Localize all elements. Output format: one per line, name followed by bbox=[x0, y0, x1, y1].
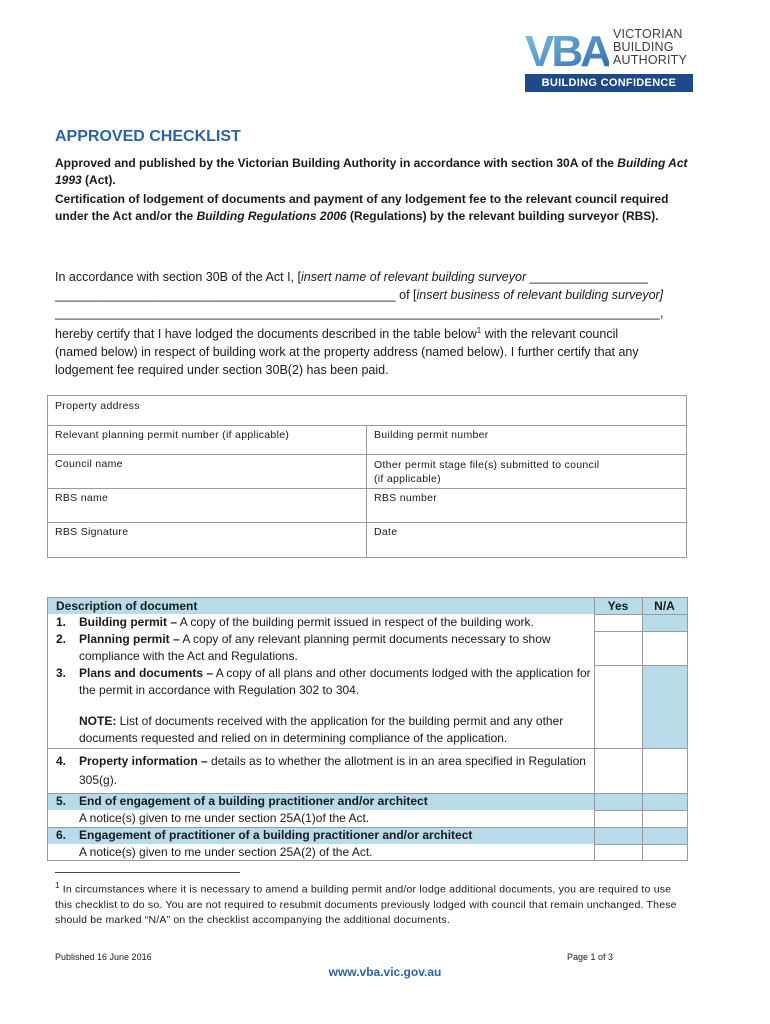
checklist-item-property-info: 4. Property information – details as to whether the allotment is in an area specified in Regulation 305(g). bbox=[56, 754, 586, 787]
footnote-ref: 1 bbox=[476, 326, 482, 335]
item5-na-checkbox[interactable] bbox=[642, 810, 687, 827]
checklist-item-engagement: 6. Engagement of practitioner of a building practitioner and/or architect A notice(s) given to me under section 25A(2) of the Act. bbox=[56, 828, 473, 859]
item2-yes-checkbox[interactable] bbox=[594, 631, 642, 665]
footnote: $^1$ In circumstances where it is necessary to amend a building permit and/or lodge additional documents, you are required to use this checklist to do so. You are not required to resubmit documents previously lodged with council that remain unchanged. These should be marked “N/A” on the checklist accompanying the additional documents. bbox=[55, 881, 677, 926]
surveyor-name-blank-2[interactable]: _________________________________________________ of [ bbox=[55, 288, 417, 302]
footnote-divider bbox=[55, 872, 240, 873]
logo-words bbox=[613, 28, 687, 67]
council-name-field[interactable]: Council name bbox=[55, 458, 123, 470]
item6-na-checkbox[interactable] bbox=[642, 844, 687, 860]
logo-word-3: AUTHORITY bbox=[613, 53, 688, 67]
page-title: APPROVED CHECKLIST bbox=[55, 128, 241, 145]
item4-yes-checkbox[interactable] bbox=[594, 748, 642, 793]
signature-row bbox=[48, 522, 686, 557]
certification-statement: Certification of lodgement of documents and payment of any lodgement fee to the relevant council required under the Act and/or the Building Regulations 2006 (Regulations) by the relevant building surveyor (RBS). bbox=[55, 192, 669, 223]
property-address-field[interactable]: Property address bbox=[48, 396, 686, 426]
item1-yes-checkbox[interactable] bbox=[594, 614, 642, 631]
item3-na-shaded bbox=[642, 665, 687, 748]
item3-yes-checkbox[interactable] bbox=[594, 665, 642, 748]
website-link[interactable]: www.vba.vic.gov.au bbox=[328, 965, 442, 979]
rbs-number-field[interactable]: RBS number bbox=[374, 492, 438, 504]
checklist-item-end-engagement: 5. End of engagement of a building practitioner and/or architect A notice(s) given to me under section 25A(1)of the Act. bbox=[56, 794, 428, 825]
checklist-item-planning-permit: 2. Planning permit – A copy of any relevant planning permit documents necessary to show compliance with the Act and Regulations. bbox=[56, 632, 551, 663]
item4-na-checkbox[interactable] bbox=[642, 748, 687, 793]
item6-yes-checkbox[interactable] bbox=[594, 844, 642, 860]
rbs-name-field[interactable]: RBS name bbox=[55, 492, 109, 504]
logo-tagline: BUILDING CONFIDENCE bbox=[525, 74, 693, 92]
property-info-table bbox=[47, 395, 687, 558]
published-date: Published 16 June 2016 bbox=[55, 952, 152, 962]
yes-column-header: Yes bbox=[607, 599, 629, 613]
approval-statement: Approved and published by the Victorian Building Authority in accordance with section 30A of the Building Act 1993 (Act). bbox=[55, 156, 688, 187]
building-permit-field[interactable]: Building permit number bbox=[374, 429, 489, 441]
item5-yes-checkbox[interactable] bbox=[594, 810, 642, 827]
item1-na-shaded bbox=[642, 614, 687, 631]
logo-word-1: VICTORIAN bbox=[613, 27, 683, 41]
na-column-header: N/A bbox=[654, 599, 675, 613]
checklist-header: Description of document Yes N/A bbox=[48, 598, 687, 614]
business-blank[interactable]: _______________________________________________________________________________________, bbox=[55, 306, 664, 320]
item2-na-checkbox[interactable] bbox=[642, 631, 687, 665]
vba-logo bbox=[525, 26, 693, 94]
checklist-note: NOTE: List of documents received with the application for the building permit and any other documents requested and relied on in determining compliance of the application. bbox=[79, 714, 564, 745]
logo-mark-text: VBA bbox=[525, 27, 609, 72]
rbs-row bbox=[48, 488, 686, 523]
vba-logo-mark bbox=[525, 26, 609, 72]
document-checklist-table bbox=[47, 597, 688, 861]
council-row bbox=[48, 454, 686, 489]
rbs-signature-field[interactable]: RBS Signature bbox=[55, 526, 129, 538]
surveyor-name-blank[interactable]: _________________ bbox=[526, 270, 648, 284]
permit-row bbox=[48, 425, 686, 455]
other-permit-field[interactable]: Other permit stage file(s) submitted to council (if applicable) bbox=[374, 459, 600, 485]
certification-paragraph: In accordance with section 30B of the Act I, [insert name of relevant building surveyor _________________ _________________________________________________ of [insert business of relevant building surveyor] _______________________________________________________________________________________, hereby certify that I have lodged the documents described in the table below$^1$ with the relevant council (named below) in respect of building work at the property address (named below). I further certify that any lodgement fee required under section 30B(2) has been paid. bbox=[55, 268, 695, 379]
checklist-item-plans-documents: 3. Plans and documents – A copy of all plans and other documents lodged with the application for the permit in accordance with Regulation 302 to 304. NOTE: List of documents received with the application for the building permit and any other documents requested and relied on in determining compliance of the application. bbox=[56, 666, 591, 745]
planning-permit-field[interactable]: Relevant planning permit number (if applicable) bbox=[55, 429, 290, 441]
page-number: Page 1 of 3 bbox=[567, 952, 614, 962]
date-field[interactable]: Date bbox=[374, 526, 398, 538]
logo-word-2: BUILDING bbox=[613, 40, 674, 54]
checklist-item-building-permit: 1. Building permit – A copy of the building permit issued in respect of the building work. bbox=[56, 615, 534, 629]
